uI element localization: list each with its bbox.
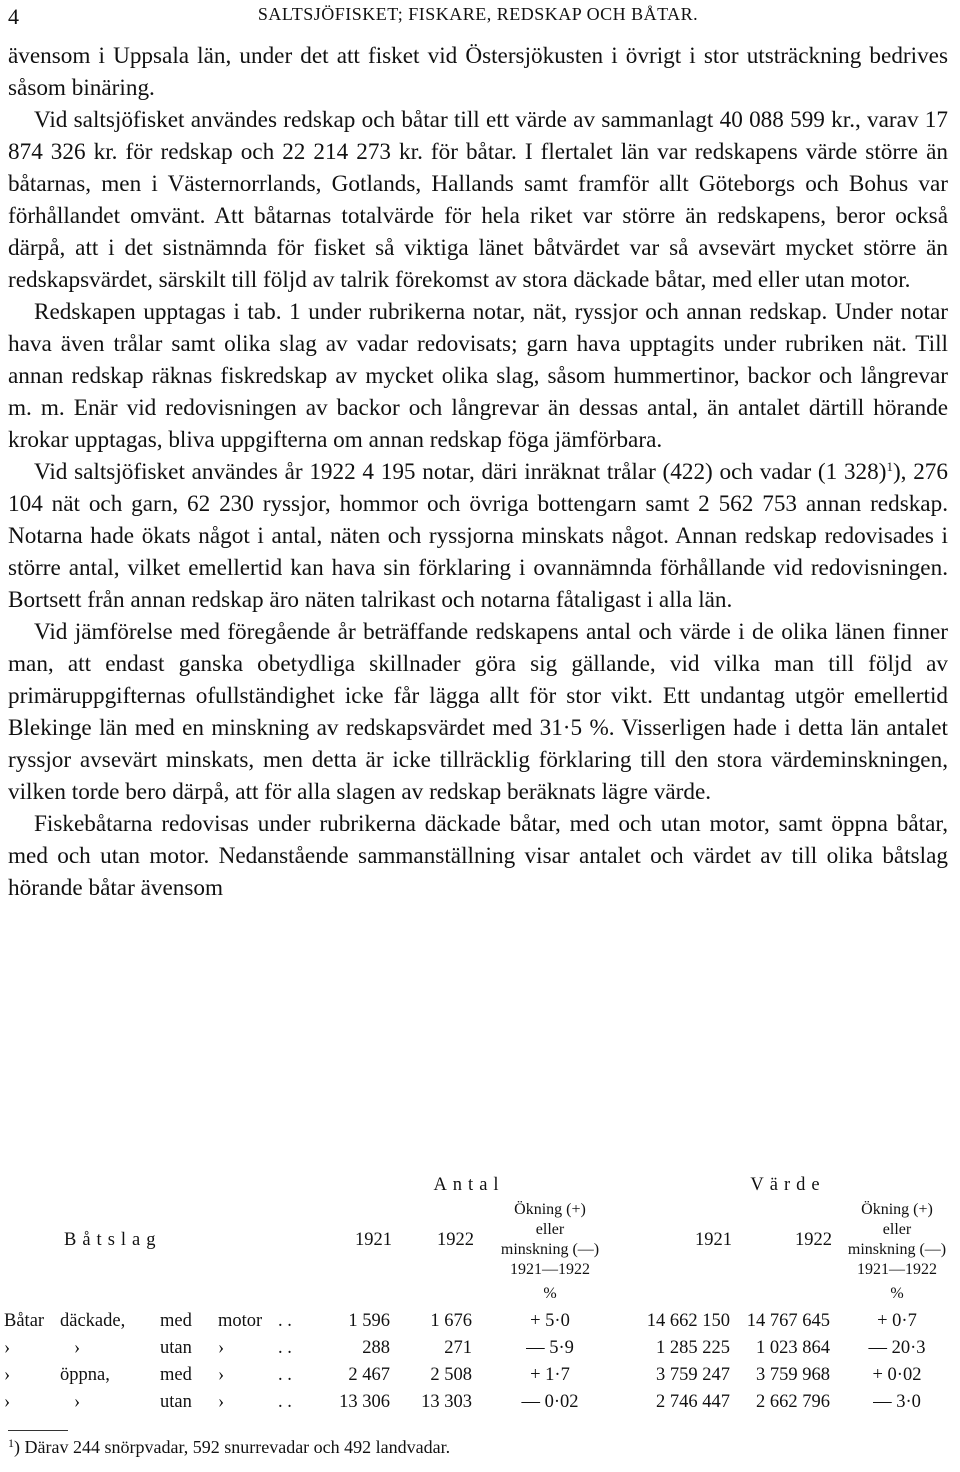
- column-header-1922: 1922: [795, 1229, 832, 1250]
- row-label: ›: [218, 1338, 225, 1358]
- group-header-antal: Antal: [433, 1174, 505, 1195]
- change-header-line: Ökning (+): [861, 1201, 933, 1218]
- paragraph-part: Notarna hade ökats något i antal, näten och ryssjorna minskats något. Annan redskap redovisades i större antal, vilket emellertid kan hava sin förklaring i ovannämnda förhållande vid redovisningen. Bortsett från annan redskap äro näten talrikast och notarna fåtaligast i alla län.: [8, 523, 948, 613]
- percent-unit: %: [543, 1285, 557, 1302]
- row-label: motor: [218, 1311, 263, 1331]
- paragraph: Vid saltsjöfisket användes redskap och båtar till ett värde av sammanlagt 40 088 599 kr., varav 17 874 326 kr. för redskap och 22 214 273 kr. för båtar. I flertalet län var redskapens värde större än båtarnas, men i Västernorrlands, Gotlands, Hallands samt framför allt Göteborgs och Bohus var förhållandet omvänt. Att båtarnas totalvärde för hela riket var större än redskapens, beror också därpå, att i det sistnämnda för fisket så viktiga länet båtvärdet var så avsevärt mycket större än redskapsvärdet, särskilt till följd av talrik förekomst av stora däckade båtar, med eller utan motor.: [8, 107, 948, 293]
- page-number: 4: [8, 4, 19, 29]
- footnote-reference[interactable]: 1: [886, 459, 893, 474]
- footnote-text: ) Därav 244 snörpvadar, 592 snurrevadar och 492 landvadar.: [14, 1437, 451, 1457]
- cell-antal-change: + 5·0: [530, 1311, 570, 1331]
- cell-varde-1922: 14 767 645: [746, 1311, 830, 1331]
- table-row: [4, 1389, 956, 1416]
- column-header-1922: 1922: [437, 1229, 474, 1250]
- cell-antal-1922: 271: [444, 1338, 472, 1358]
- change-header-line: Ökning (+): [514, 1201, 586, 1218]
- row-label: ›: [4, 1338, 11, 1358]
- cell-varde-1922: 3 759 968: [756, 1365, 830, 1385]
- cell-varde-1921: 3 759 247: [656, 1365, 730, 1385]
- cell-antal-1921: 1 596: [348, 1311, 390, 1331]
- row-label: ›: [218, 1392, 225, 1412]
- group-header-varde: Värde: [750, 1174, 826, 1195]
- paragraph: Redskapen upptagas i tab. 1 under rubrikerna notar, nät, ryssjor och annan redskap. Under notar hava även trålar samt olika slag av vadar redovisats; garn hava upptagits under rubriken nät. Till annan redskap räknas fiskredskap av mycket olika slag, såsom hummertinor, backor och långrevar m. m. Enär vid redovisningen av backor och långrevar än dessas antal, än antalet därtill hörande krokar upptagas, bliva uppgifterna om annan redskap föga jämförbara.: [8, 299, 948, 453]
- paragraph-part: ), 276 104 nät och garn, 62 230 ryssjor, hommor och övriga bottengarn samt 2 562 753 annan redskap.: [8, 459, 948, 517]
- cell-varde-1921: 2 746 447: [656, 1392, 730, 1412]
- column-header-change: [480, 1200, 620, 1280]
- cell-varde-1921: 14 662 150: [646, 1311, 730, 1331]
- cell-varde-1922: 2 662 796: [756, 1392, 830, 1412]
- body-text: [8, 40, 948, 904]
- column-header-1921: 1921: [695, 1229, 732, 1250]
- row-label: med: [160, 1365, 192, 1385]
- cell-antal-change: + 1·7: [530, 1365, 570, 1385]
- row-label: utan: [160, 1338, 192, 1358]
- table-row: [4, 1308, 956, 1335]
- row-label: ›: [74, 1338, 81, 1358]
- row-label: ›: [4, 1392, 11, 1412]
- leader-dots: . .: [278, 1392, 292, 1412]
- change-header-line: 1921—1922: [857, 1261, 937, 1278]
- paragraph: Vid jämförelse med föregående år beträffande redskapens antal och värde i de olika länen finner man, att endast ganska obetydliga skillnader göra sig gällande, vid vilka man till följd av primäruppgifternas ofullständighet icke får lägga allt för stor vikt. Ett undantag utgör emellertid Blekinge län med en minskning av redskapsvärdet med 31·5 %. Visserligen hade i detta län antalet ryssjor avsevärt minskats, men detta är icke tillräcklig förklaring till den stora värdeminskningen, vilken torde bero därpå, att för alla slagen av redskap beräknats lägre värde.: [8, 619, 948, 805]
- paragraph-part: Vid saltsjöfisket användes år 1922 4 195 notar, däri inräknat trålar (422) och vadar (1 328): [34, 459, 887, 485]
- cell-antal-change: — 0·02: [521, 1392, 579, 1412]
- cell-antal-1921: 288: [362, 1338, 390, 1358]
- leader-dots: . .: [278, 1365, 292, 1385]
- row-label: utan: [160, 1392, 192, 1412]
- paragraph: ävensom i Uppsala län, under det att fisket vid Östersjökusten i övrigt i stor utsträckning bedrives såsom binäring.: [8, 43, 948, 101]
- cell-antal-change: — 5·9: [526, 1338, 574, 1358]
- change-header-line: minskning (—): [847, 1241, 947, 1258]
- paragraph: [8, 456, 948, 616]
- cell-varde-change: — 20·3: [868, 1338, 926, 1358]
- cell-varde-change: + 0·7: [877, 1311, 917, 1331]
- change-header-line: minskning (—): [500, 1241, 600, 1258]
- percent-unit: %: [890, 1285, 904, 1302]
- paragraph: Fiskebåtarna redovisas under rubrikerna däckade båtar, med och utan motor, samt öppna båtar, med och utan motor. Nedanstående sammanställning visar antalet och värdet av till olika båtslag hörande båtar ävensom: [8, 811, 948, 901]
- cell-antal-1922: 13 303: [421, 1392, 472, 1412]
- row-label: Båtar: [4, 1311, 45, 1331]
- cell-varde-change: — 3·0: [873, 1392, 921, 1412]
- cell-antal-1922: 1 676: [430, 1311, 472, 1331]
- row-label: med: [160, 1311, 192, 1331]
- table-row: [4, 1335, 956, 1362]
- row-label: däckade,: [60, 1311, 126, 1331]
- cell-varde-1922: 1 023 864: [756, 1338, 830, 1358]
- cell-antal-1921: 13 306: [339, 1392, 390, 1412]
- column-header-batslag: Båtslag: [64, 1229, 162, 1250]
- change-header-line: eller: [882, 1221, 912, 1238]
- row-label: ›: [4, 1365, 11, 1385]
- cell-varde-change: + 0·02: [872, 1365, 922, 1385]
- cell-varde-1921: 1 285 225: [656, 1338, 730, 1358]
- leader-dots: . .: [278, 1338, 292, 1358]
- table-row: [4, 1362, 956, 1389]
- change-header-line: 1921—1922: [510, 1261, 590, 1278]
- row-label: öppna,: [60, 1365, 110, 1385]
- change-header-line: eller: [535, 1221, 565, 1238]
- row-label: ›: [74, 1392, 81, 1412]
- column-header-change: [838, 1200, 956, 1280]
- cell-antal-1922: 2 508: [430, 1365, 472, 1385]
- column-header-1921: 1921: [355, 1229, 392, 1250]
- running-title: SALTSJÖFISKET; FISKARE, REDSKAP OCH BÅTAR.: [257, 4, 699, 24]
- boat-table: [4, 1170, 956, 1416]
- footnote-mark: 1: [8, 1436, 14, 1450]
- footnote-divider: [8, 1430, 68, 1431]
- cell-antal-1921: 2 467: [348, 1365, 390, 1385]
- row-label: ›: [218, 1365, 225, 1385]
- leader-dots: . .: [278, 1311, 292, 1331]
- footnote: [8, 1436, 450, 1458]
- page-header: [8, 4, 948, 32]
